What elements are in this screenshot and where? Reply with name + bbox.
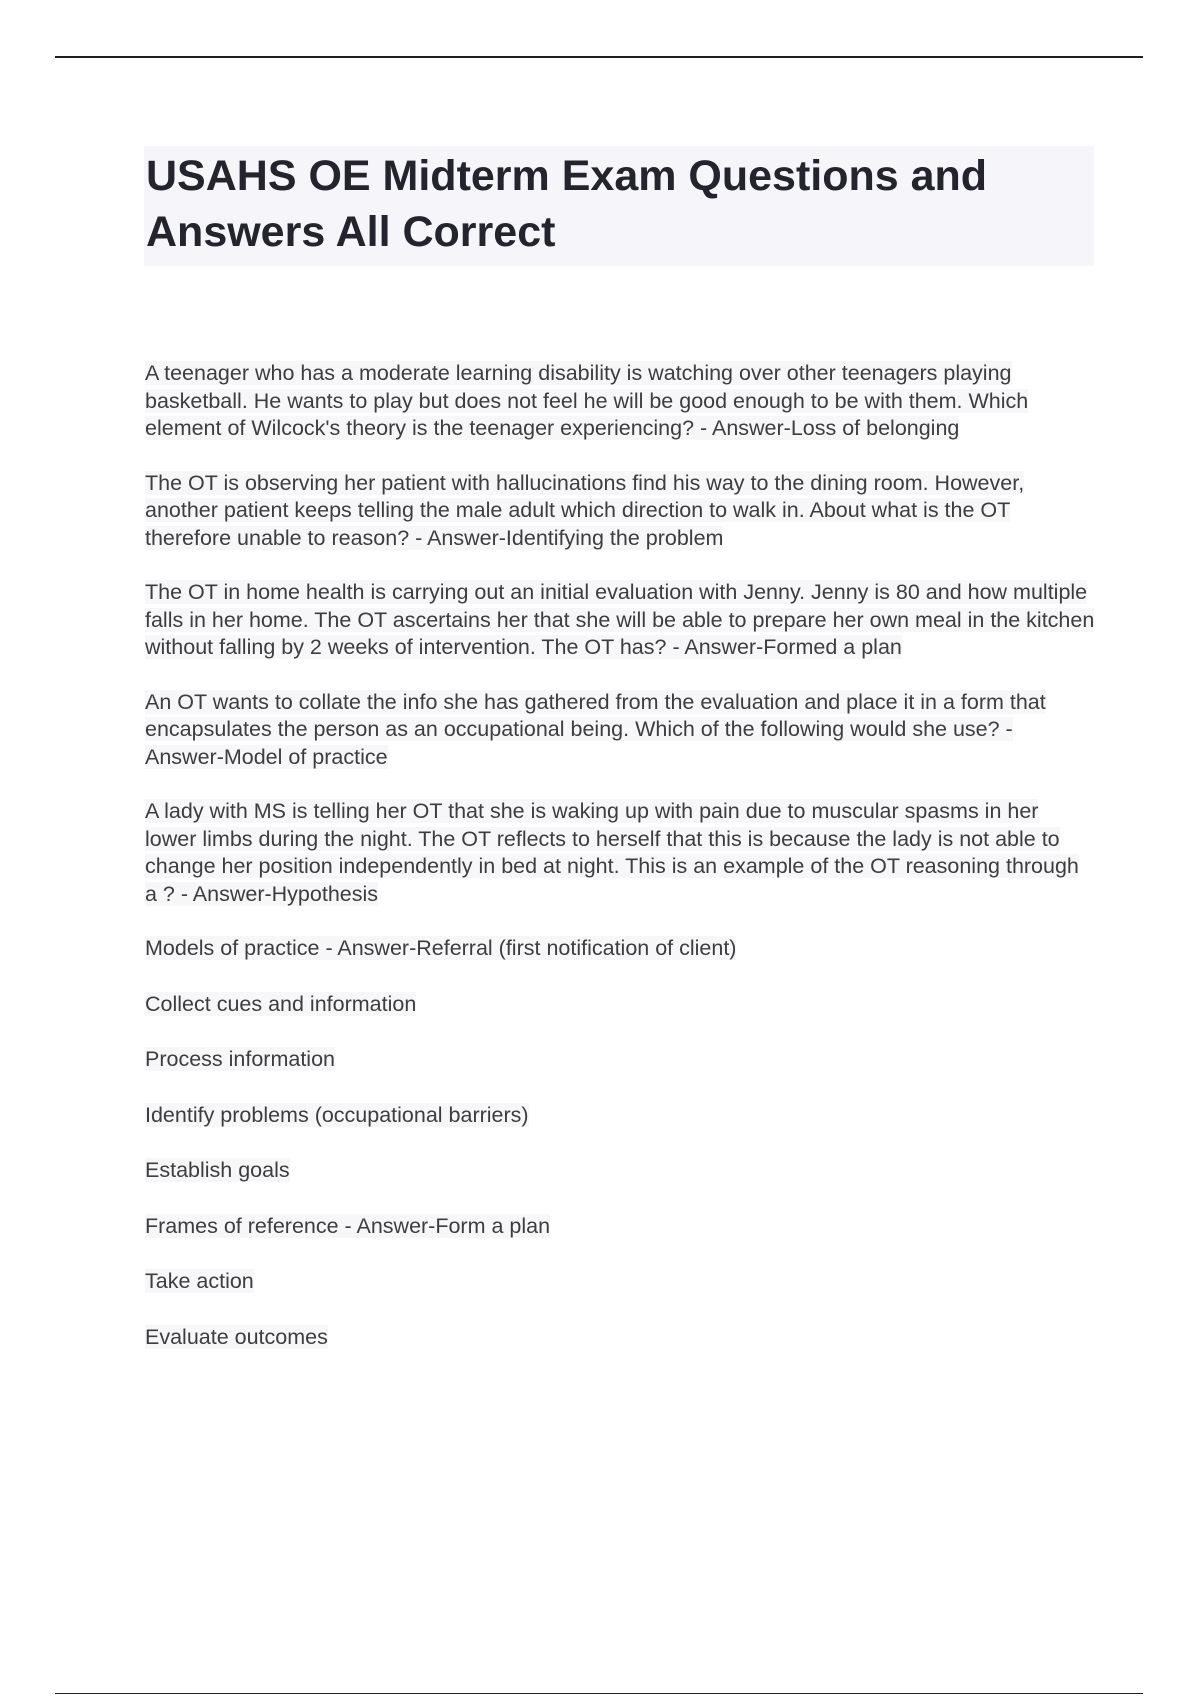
qa-paragraph: An OT wants to collate the info she has gathered from the evaluation and place it in a form that encapsulates the person as an occupational being. Which of the following would she use? - Answer-Model of practice (145, 689, 1046, 769)
bottom-divider (55, 1693, 1143, 1694)
qa-paragraph: Collect cues and information (145, 991, 417, 1016)
qa-paragraph: Establish goals (145, 1158, 290, 1182)
qa-paragraph: Evaluate outcomes (145, 1324, 328, 1349)
qa-paragraph: Frames of reference - Answer-Form a plan (145, 1213, 551, 1238)
qa-content (145, 360, 1095, 1379)
qa-paragraph: The OT is observing her patient with hallucinations find his way to the dining room. However, another patient keeps telling the male adult which direction to walk in. About what is the OT therefore unable to reason? - Answer-Identifying the problem (145, 470, 1025, 550)
top-divider (55, 56, 1143, 58)
title-block (144, 146, 1094, 266)
qa-paragraph: Process information (145, 1047, 335, 1071)
qa-paragraph: Models of practice - Answer-Referral (first notification of client) (145, 936, 737, 960)
qa-paragraph: A lady with MS is telling her OT that she is waking up with pain due to muscular spasms in her lower limbs during the night. The OT reflects to herself that this is because the lady is not able to change her position independently in bed at night. This is an example of the OT reasoning through a ? - Answer-Hypothesis (145, 799, 1079, 906)
qa-paragraph: Take action (145, 1269, 254, 1293)
qa-paragraph: The OT in home health is carrying out an initial evaluation with Jenny. Jenny is 80 and how multiple falls in her home. The OT ascertains her that she will be able to prepare her own meal in the kitchen without falling by 2 weeks of intervention. The OT has? - Answer-Formed a plan (145, 580, 1095, 659)
qa-paragraph: Identify problems (occupational barriers) (145, 1102, 529, 1127)
qa-paragraph: A teenager who has a moderate learning disability is watching over other teenagers playing basketball. He wants to play but does not feel he will be good enough to be with them. Which element of Wilcock's theory is the teenager experiencing? - Answer-Loss of belonging (145, 361, 1029, 440)
document-title: USAHS OE Midterm Exam Questions and Answers All Correct (146, 152, 988, 256)
